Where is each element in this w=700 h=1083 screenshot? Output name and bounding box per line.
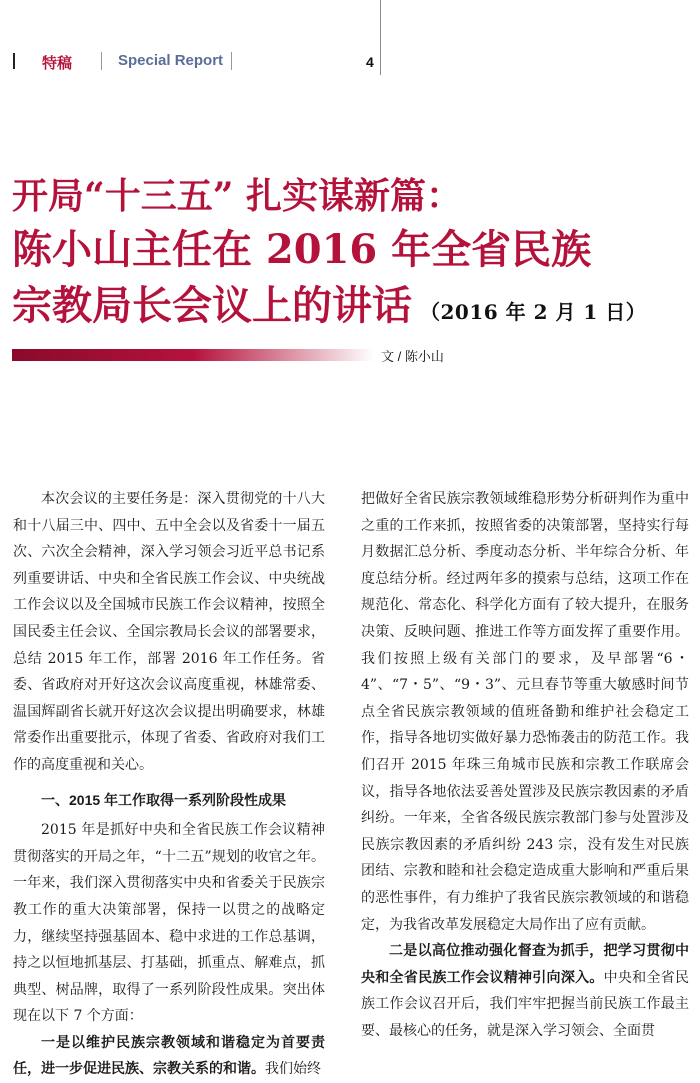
section-english-label: Special Report [118, 52, 224, 69]
paragraph-text: 我们始终 [265, 1061, 321, 1078]
title-line-3 [12, 278, 697, 340]
paragraph: 2015 年是抓好中央和全省民族工作会议精神贯彻落实的开局之年，“十二五”规划的收官之年。一年来，我们深入贯彻落实中央和省委关于民族宗教工作的重大决策部署，保持一以贯之的战略定力，继续坚持强基固本、稳中求进的工作总基调，持之以恒地抓基层、打基础，抓重点、解难点，抓典型、树品牌，取得了一系列阶段性成果。突出体现在以下 7 个方面： [13, 822, 325, 1025]
paragraph [361, 938, 689, 1044]
article-title [12, 170, 697, 340]
title-line-1: 开局“十三五” 扎实谋新篇： [12, 175, 462, 217]
bold-lead-text: 一是以维护民族宗教领域和谐稳定为首要责任，进一步促进民族、宗教关系的和谐。 [13, 1034, 325, 1078]
title-line-3-text: 宗教局长会议上的讲话 [12, 282, 412, 329]
page-number: 4 [366, 54, 374, 70]
section-label: 特稿 [42, 54, 73, 72]
header-separator [101, 52, 102, 70]
title-line-2: 陈小山主任在 2016 年全省民族 [12, 226, 592, 273]
right-column [361, 486, 689, 1044]
byline-gradient-bar [12, 349, 374, 361]
paragraph: 本次会议的主要任务是：深入贯彻党的十八大和十八届三中、四中、五中全会以及省委十一届五次、六次全会精神，深入学习领会习近平总书记系列重要讲话、中央和全省民族工作会议、中央统战工作会议以及全国城市民族工作会议精神，按照全国民委主任会议、全国宗教局长会议的部署要求，总结 2015 年工作，部署 2016 年工作任务。省委、省政府对开好这次会议高度重视，林雄常委、温国辉副省长就开好这次会议提出明确要求，林雄常委作出重要批示，体现了省委、省政府对我们工作的高度重视和关心。 [13, 491, 325, 773]
header-separator [231, 52, 232, 70]
paragraph [13, 1030, 325, 1083]
author-byline: 文 / 陈小山 [381, 349, 444, 364]
speech-date: （2016 年 2 月 1 日） [420, 300, 647, 324]
bold-lead-text: 二是以高位推动强化督查为抓手，把学习贯彻中央和全省民族工作会议精神引向深入。 [361, 943, 689, 986]
page-header [0, 0, 700, 80]
header-left-bar [13, 53, 15, 69]
left-column [13, 486, 325, 1083]
paragraph: 把做好全省民族宗教领域维稳形势分析研判作为重中之重的工作来抓，按照省委的决策部署，坚持实行每月数据汇总分析、季度动态分析、半年综合分析、年度总结分析。经过两年多的摸索与总结，这项工作在规范化、常态化、科学化方面有了较大提升，在服务决策、反映问题、推进工作等方面发挥了重要作用。我们按照上级有关部门的要求，及早部署“6・4”、“7・5”、“9・3”、元旦春节等重大敏感时间节点全省民族宗教领域的值班备勤和维护社会稳定工作，指导各地切实做好暴力恐怖袭击的防范工作。我们召开 2015 年珠三角城市民族和宗教工作联席会议，指导各地依法妥善处置涉及民族宗教因素的矛盾纠纷。一年来，全省各级民族宗教部门参与处置涉及民族宗教因素的矛盾纠纷 243 宗，没有发生对民族团结、宗教和睦和社会稳定造成重大影响和严重后果的恶性事件，有力维护了我省民族宗教领域的和谐稳定，为我省改革发展稳定大局作出了应有贡献。 [361, 491, 689, 933]
paragraph-text: 中央和全省民族工作会议召开后，我们牢牢把握当前民族工作最主要、最核心的任务，就是深入学习领会、全面贯 [361, 969, 690, 1039]
header-vertical-rule [380, 0, 381, 75]
section-heading: 一、2015 年工作取得一系列阶段性成果 [41, 791, 287, 808]
